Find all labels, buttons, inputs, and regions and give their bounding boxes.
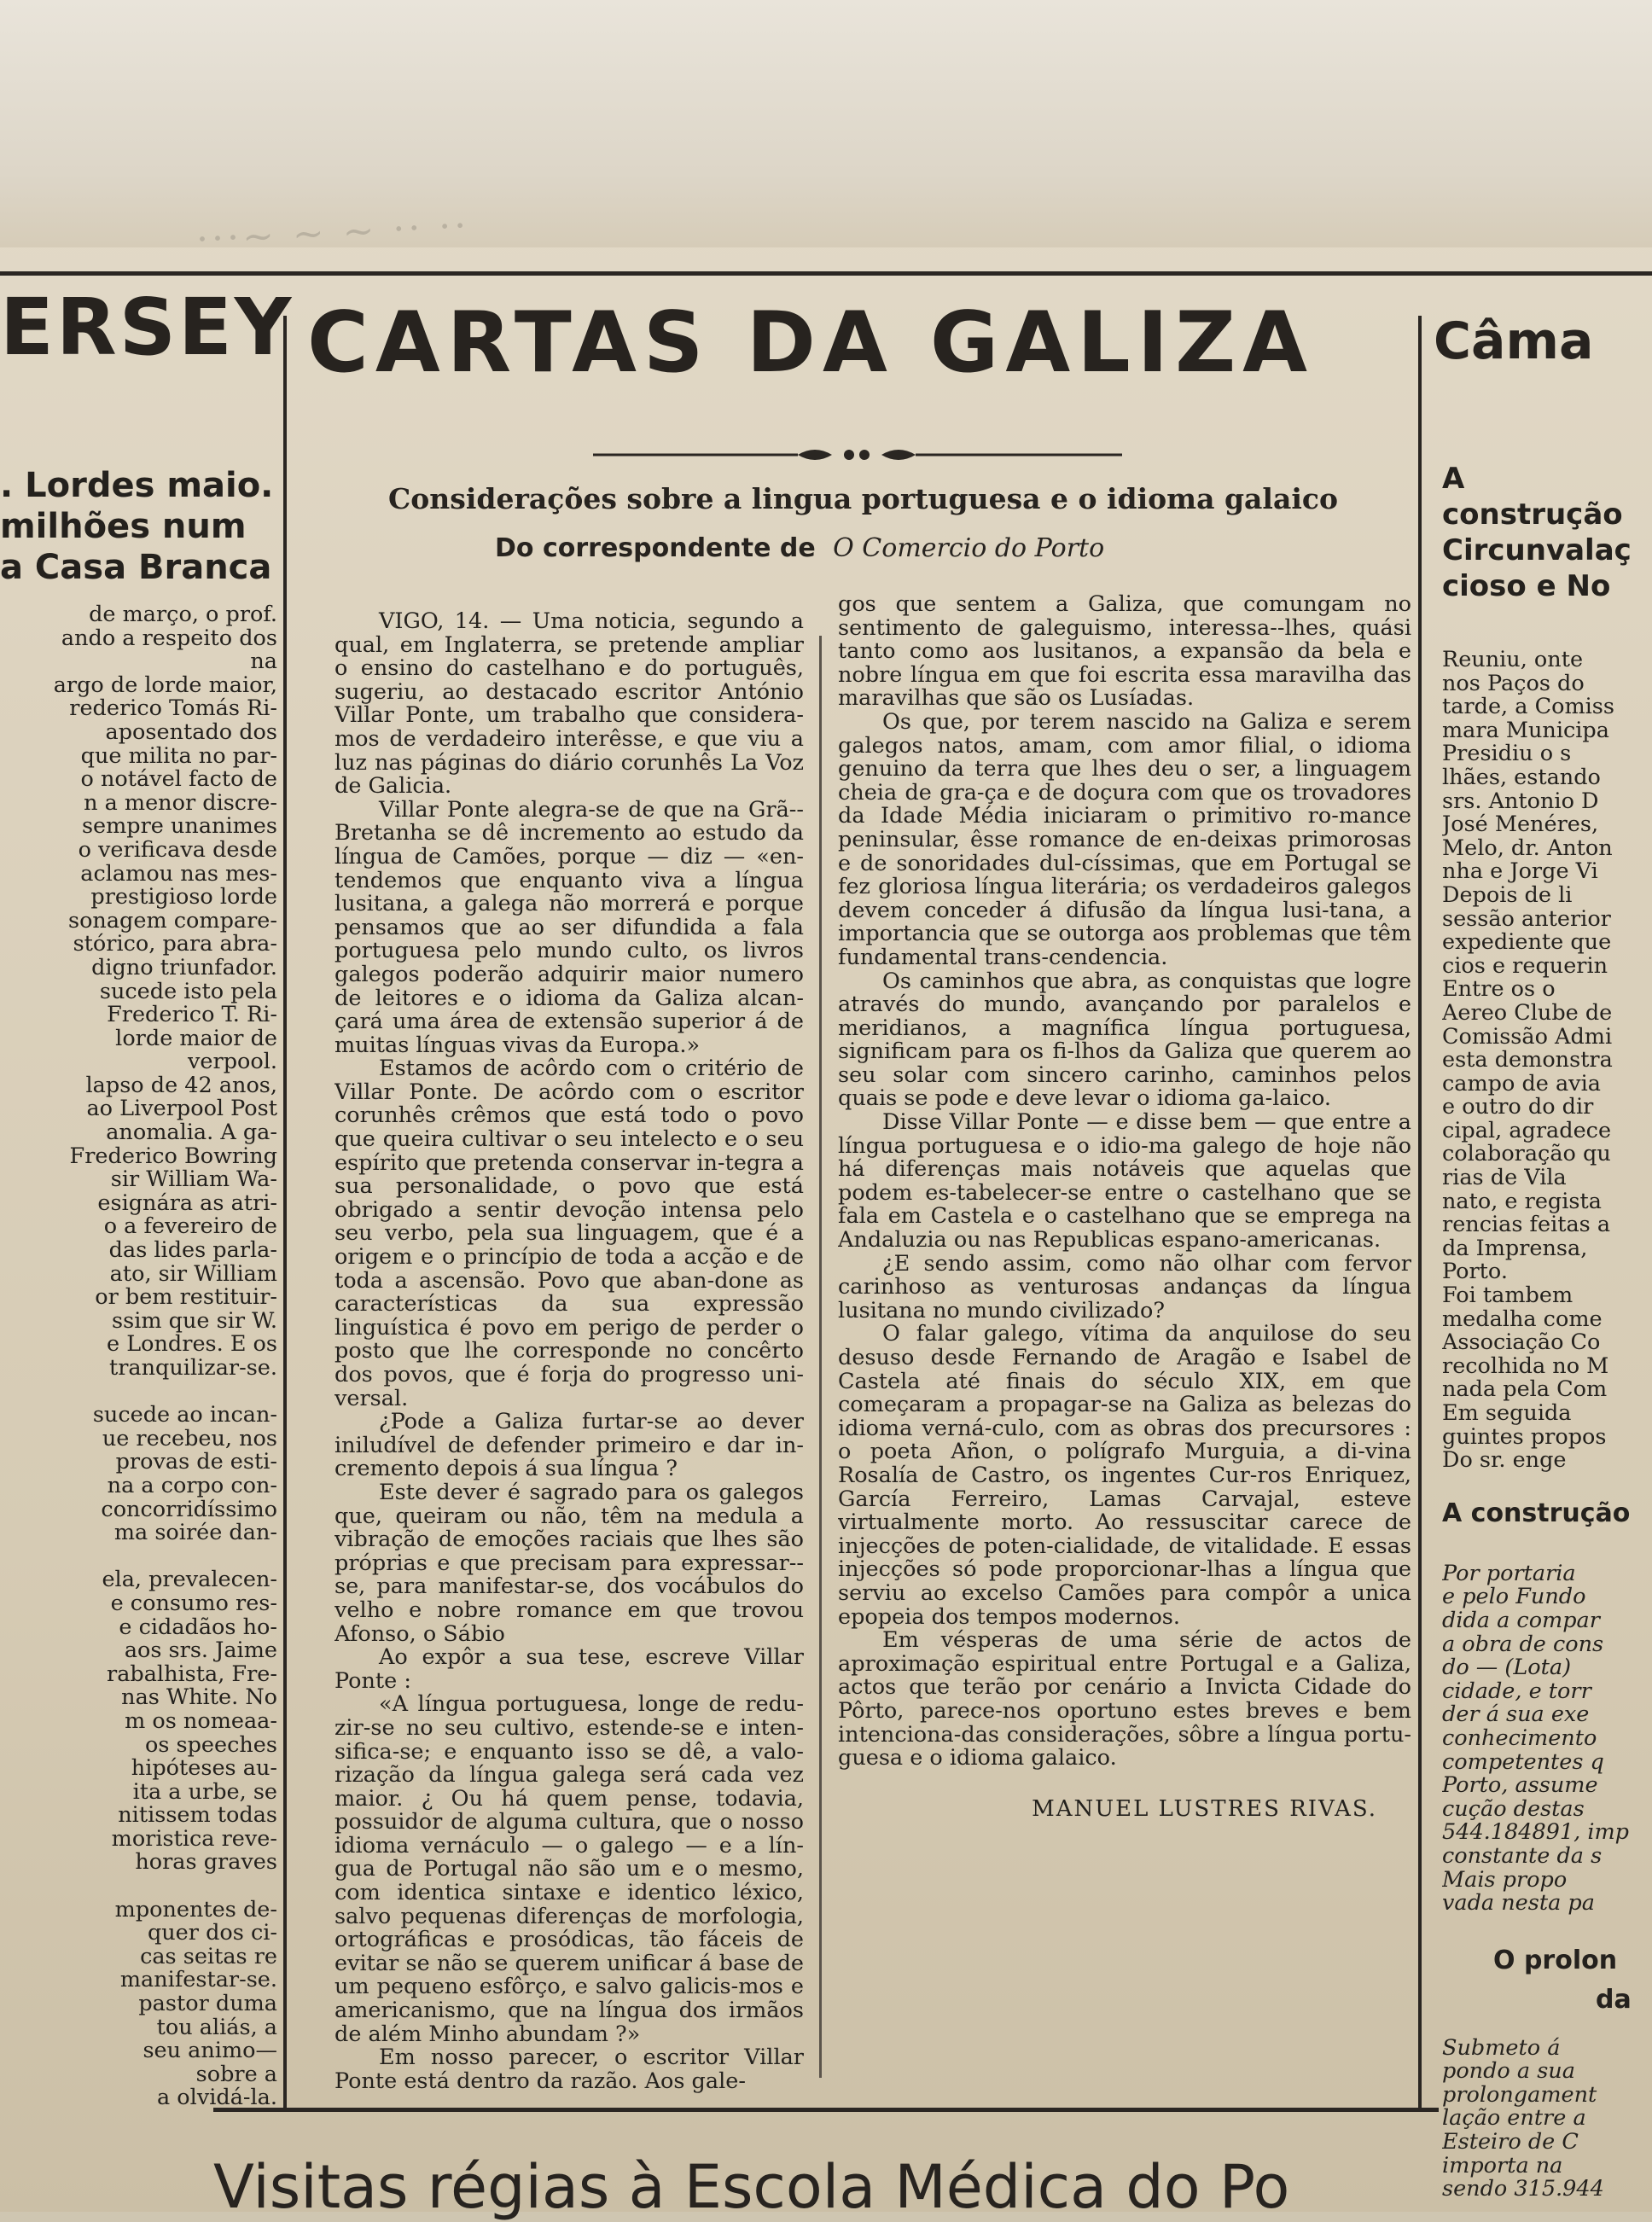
text-line: Mais propo — [1442, 1866, 1568, 1893]
article-bottom-rule — [213, 2108, 1439, 2112]
text-line: sir William Wa- — [110, 1166, 277, 1193]
text-line: lação entre a — [1442, 2105, 1586, 2132]
text-line: que milita no par- — [80, 742, 277, 769]
article-paragraph: Villar Ponte alegra-se de que na Grã--Bretanha se dê incremento ao estudo da língua de Camões, porque — diz — «en-tendemos que enquanto viva a língua lusitana, a galega não morrerá e porque pensamos que ao ser difundida a fala portuguesa pelo mundo culto, os livros galegos poderão adquirir maior numero de leitores e o idioma da Galiza alcan-çará uma área de extensão superior á de muitas línguas vivas da Europa.» — [334, 796, 804, 1058]
byline — [495, 533, 1104, 563]
text-line: do — (Lota) — [1442, 1655, 1572, 1681]
text-line: cidade, e torr — [1442, 1678, 1591, 1704]
left-heading-line: a Casa Branca — [0, 548, 272, 587]
right-heading-line: cioso e No — [1442, 569, 1611, 603]
article-paragraph: Ao expôr a sua tese, escreve Villar Ponte : — [334, 1644, 804, 1694]
right-column-text-2 — [1442, 1562, 1652, 1916]
text-line: nha e Jorge Vi — [1442, 858, 1598, 885]
top-rule — [0, 271, 1652, 276]
text-line: nada pela Com — [1442, 1376, 1608, 1403]
text-line: ssim que sir W. — [112, 1307, 277, 1334]
text-line: e pelo Fundo — [1442, 1584, 1586, 1610]
text-line: o notável facto de — [80, 766, 277, 793]
text-line: sonagem compare- — [67, 907, 277, 934]
text-line: cios e requerin — [1442, 952, 1608, 979]
text-line: Por portaria — [1442, 1560, 1576, 1586]
text-line: mara Municipa — [1442, 717, 1609, 743]
text-line: tranquilizar-se. — [108, 1355, 277, 1381]
article-paragraph: «A língua portuguesa, longe de redu-zir-se no seu cultivo, estende-se e inten-sifica-se; e enquanto isso se dê, a valo-rização da língua galega será cada vez maior. ¿ Ou há quem pense, todavia, possuidor de alguma cultura, que o nosso idioma vernáculo — o galego — e a lín-gua de Portugal não são um e o mesmo, com identica sintaxe e identico léxico, salvo pequenas diferenças de morfologia, ortográficas e prosódicas, tão fáceis de evitar se não se querem unificar á base de um pequeno esfôrço, e salvo galicis-mos e americanismo, que na língua dos irmãos de além Minho abundam ?» — [334, 1691, 804, 2047]
left-column-text — [0, 603, 277, 2110]
text-line: lorde maior de — [115, 1025, 277, 1051]
right-column — [1442, 461, 1652, 2212]
text-line: rias de Vila — [1442, 1165, 1567, 1191]
text-line: na a corpo con- — [107, 1472, 277, 1498]
text-line: sempre unanimes — [81, 813, 277, 840]
text-line: na — [250, 649, 277, 675]
text-line: sucede isto pela — [99, 978, 277, 1004]
text-line: Submeto á — [1442, 2034, 1561, 2061]
faded-stamp: ···~ ~ ~ ·· ·· — [195, 203, 471, 262]
article-paragraph: Estamos de acôrdo com o critério de Villar Ponte. De acôrdo com o escritor corunhês crêmos que está todo o povo que queira cultivar o seu intelecto e o seu espírito que pretenda conservar in-tegra a sua personalidade, o povo que está obrigado a sentir devoção intensa pelo seu verbo, pela sua linguagem, que é a origem e o princípio de toda a acção e de toda a ascensão. Povo que aban-done as características da sua expressão linguística é povo em perigo de perder o posto que lhe corresponde no concêrto dos povos, que é forja do progresso uni-versal. — [334, 1056, 804, 1411]
text-line: verpool. — [188, 1049, 277, 1075]
right-column-heading — [1442, 461, 1652, 604]
text-line: o verificava desde — [78, 836, 277, 863]
right-subheading-3 — [1493, 1941, 1652, 2020]
text-line: e cidadãos ho- — [119, 1614, 277, 1640]
text-line: argo de lorde maior, — [53, 672, 277, 698]
text-line: provas de esti- — [115, 1449, 277, 1475]
left-headline: ERSEY — [0, 282, 294, 373]
text-line: nitissem todas — [118, 1802, 277, 1829]
text-line: Porto. — [1442, 1259, 1508, 1285]
text-line: e outro do dir — [1442, 1094, 1594, 1120]
text-line: n a menor discre- — [84, 789, 277, 816]
text-line: prolongament — [1442, 2081, 1597, 2108]
left-column — [0, 465, 277, 2163]
text-line: ato, sir William — [109, 1260, 277, 1287]
text-line: nato, e regista — [1442, 1188, 1602, 1214]
text-line: ue recebeu, nos — [102, 1425, 277, 1451]
text-line: Associação Co — [1442, 1329, 1601, 1356]
text-line: quer dos ci- — [147, 1920, 277, 1946]
text-line: constante da s — [1442, 1842, 1603, 1869]
text-line — [0, 1875, 277, 1899]
ornament-divider — [593, 444, 1122, 466]
text-line: pondo a sua — [1442, 2058, 1575, 2085]
left-column-rule — [283, 316, 287, 2108]
text-line: pastor duma — [138, 1991, 277, 2017]
text-line: moristica reve- — [111, 1825, 277, 1852]
text-line: da Imprensa, — [1442, 1235, 1588, 1261]
text-line: recolhida no M — [1442, 1352, 1609, 1379]
text-line: nos Paços do — [1442, 670, 1585, 696]
right-heading-line: Circunvalaç — [1442, 533, 1632, 567]
text-line: Frederico T. Ri- — [107, 1002, 277, 1028]
text-line: José Menéres, — [1442, 811, 1599, 838]
article-column-1 — [334, 610, 804, 2103]
text-line: mponentes de- — [114, 1896, 277, 1922]
text-line: 544.184891, imp — [1442, 1819, 1629, 1846]
text-line: das lides parla- — [108, 1237, 277, 1264]
text-line: concorridíssimo — [101, 1496, 277, 1522]
text-line: esignára as atri- — [97, 1190, 277, 1216]
byline-paper: O Comercio do Porto — [833, 533, 1105, 563]
text-line: rencias feitas a — [1442, 1212, 1611, 1238]
text-line: ma soirée dan- — [113, 1520, 277, 1546]
text-line: esta demonstra — [1442, 1047, 1613, 1073]
right-subheading: A construção — [1442, 1498, 1631, 1528]
text-line: e Londres. E os — [107, 1331, 277, 1358]
article-paragraph: O falar galego, vítima da anquilose do seu desuso desde Fernando de Aragão e Isabel de Castela até finais do século XIX, em que começaram a propagar-se na Galiza as belezas do idioma verná-culo, com as obras dos precursores : o poeta Añon, o polígrafo Murguia, a di-vina Rosalía de Castro, os ingentes Cur-ros Enriquez, García Ferreiro, Lamas Carvajal, esteve virtualmente morto. Ao ressuscitar carece de injecções de poten-cialidade, de vitalidade. E essas injecções só pode proporcionar-lhas a língua que serviu ao excelso Camões para compôr a unica epopeia dos tempos modernos. — [838, 1321, 1411, 1630]
article-paragraph: Em nosso parecer, o escritor Villar Ponte está dentro da razão. Aos gale- — [334, 2045, 804, 2094]
article-paragraph: Disse Villar Ponte — e disse bem — que entre a língua portuguesa e o idio-ma galego de hoje não há diferenças mais notáveis que aquelas que podem es-tabelecer-se entre o castelhano que se fala em Castela e o castelhano que se emprega na Andaluzia ou nas Republicas espano-americanas. — [838, 1109, 1411, 1254]
text-line: sucede ao incan- — [92, 1402, 277, 1428]
text-line: guintes propos — [1442, 1423, 1607, 1450]
text-line: importa na — [1442, 2152, 1563, 2178]
article-paragraph: gos que sentem a Galiza, que comungam no sentimento de galeguismo, interessa--lhes, quási tanto como aos lusitanos, a expansão da bela e nobre língua em que foi escrita essa maravilha das maravilhas que são os Lusíadas. — [838, 593, 1411, 712]
text-line: ela, prevalecen- — [102, 1567, 277, 1593]
article-paragraph: VIGO, 14. — Uma noticia, segundo a qual, em Inglaterra, se pretende ampliar o ensino do castelhano e do português, sugeriu, ao destacado escritor António Villar Ponte, um trabalho que considera-mos de verdadeiro interêsse, e que viu a luz nas páginas do diário corunhês La Voz de Galicia. — [334, 610, 804, 800]
article-paragraph: ¿E sendo assim, como não olhar com fervor carinhoso as venturosas andanças da língua lusitana no mundo civilizado? — [838, 1250, 1411, 1323]
right-column-text-3 — [1442, 2034, 1652, 2202]
article-gutter-rule — [819, 636, 822, 2078]
article-paragraph: Os que, por terem nascido na Galiza e serem galegos natos, amam, com amor filial, o idioma genuino da terra que lhes deu o ser, a linguagem cheia de gra-ça e de doçura com que os trovadores da Idade Média iniciaram o primitivo ro-mance peninsular, êsse romance de en-deixas primorosas e de sonoridades dul-císsimas, que em Portugal se fez gloriosa língua literária; os verdadeiros galegos devem conceder á difusão da língua lusi-tana, a importancia que se outorga aos problemas que têm fundamental trans-cendencia. — [838, 708, 1411, 970]
text-line: ando a respeito dos — [61, 625, 277, 651]
text-line: de março, o prof. — [89, 602, 277, 627]
text-line: a obra de cons — [1442, 1631, 1604, 1657]
text-line: seu animo— — [143, 2038, 277, 2064]
text-line: medalha come — [1442, 1306, 1603, 1332]
right-heading3-line: O prolon — [1493, 1945, 1618, 1975]
text-line: horas graves — [135, 1849, 277, 1876]
text-line: Reuniu, onte — [1442, 647, 1584, 672]
text-line: a olvidá-la. — [157, 2085, 277, 2111]
text-line: cipal, agradece — [1442, 1117, 1612, 1143]
text-line: rabalhista, Fre- — [107, 1661, 277, 1687]
article-column-2 — [838, 593, 1411, 2078]
text-line: hipóteses au- — [131, 1755, 277, 1782]
text-line: e consumo res- — [110, 1590, 277, 1616]
text-line: campo de avia — [1442, 1070, 1601, 1096]
text-line: lapso de 42 anos, — [85, 1072, 277, 1098]
text-line: prestigioso lorde — [90, 884, 277, 910]
text-line: competentes q — [1442, 1748, 1604, 1775]
text-line: Presidiu o s — [1442, 741, 1572, 767]
article-paragraph: Este dever é sagrado para os galegos que, queiram ou não, têm na medula a vibração de emoções raciais que lhes são próprias e que precisam para expressar--se, para manifestar-se, dos vocábulos do velho e nobre romance em que trovou Afonso, o Sábio — [334, 1479, 804, 1647]
text-line: aposentado dos — [105, 718, 277, 745]
text-line: der á sua exe — [1442, 1701, 1590, 1728]
text-line: nas White. No — [121, 1684, 277, 1711]
text-line: tarde, a Comiss — [1442, 694, 1614, 720]
right-heading3-line: da — [1596, 1984, 1632, 2015]
text-line: ao Liverpool Post — [86, 1096, 277, 1122]
article-paragraph: Em vésperas de uma série de actos de aproximação espiritual entre Portugal e a Galiza, actos que terão por cenário a Invicta Cidade do Pôrto, parece-nos oportuno estes breves e bem intenciona-das considerações, sôbre a língua portu-guesa e o idioma galaico. — [838, 1627, 1411, 1771]
article-headline: CARTAS DA GALIZA — [307, 294, 1315, 392]
text-line: tou aliás, a — [156, 2014, 277, 2040]
text-line — [0, 1545, 277, 1569]
article-paragraph: ¿Pode a Galiza furtar-se ao dever iniludível de defender primeiro e dar in-cremento depois á sua língua ? — [334, 1409, 804, 1482]
text-line: o a fevereiro de — [103, 1213, 277, 1240]
text-line: Comissão Admi — [1442, 1023, 1613, 1050]
right-column-text — [1442, 649, 1652, 1473]
byline-prefix: Do correspondente de — [495, 533, 816, 563]
text-line: sobre a — [195, 2061, 277, 2087]
text-line: Entre os o — [1442, 976, 1556, 1003]
text-line: cas seitas re — [140, 1943, 277, 1969]
page-top-margin — [0, 0, 1652, 247]
article-subtitle: Considerações sobre a lingua portuguesa e o idioma galaico — [388, 482, 1338, 515]
text-line: sendo 315.944 — [1442, 2176, 1604, 2202]
text-line: Melo, dr. Anton — [1442, 835, 1613, 861]
text-line: or bem restituir- — [95, 1284, 277, 1311]
text-line: Porto, assume — [1442, 1772, 1598, 1799]
left-heading-line: milhões num — [0, 507, 247, 546]
right-heading-line: A construção — [1442, 462, 1623, 532]
text-line: conhecimento — [1442, 1725, 1597, 1751]
text-line: expediente que — [1442, 929, 1612, 956]
text-line: Aereo Clube de — [1442, 999, 1613, 1026]
text-line: Esteiro de C — [1442, 2129, 1579, 2155]
text-line: vada nesta pa — [1442, 1890, 1595, 1917]
text-line: cução destas — [1442, 1795, 1585, 1822]
text-line: dida a compar — [1442, 1607, 1600, 1633]
bottom-headline: Visitas régias à Escola Médica do Po — [213, 2152, 1290, 2222]
right-headline: Câma — [1434, 311, 1594, 371]
text-line: Em seguida — [1442, 1400, 1572, 1426]
text-line: stórico, para abra- — [73, 931, 277, 957]
text-line: ita a urbe, se — [132, 1778, 277, 1805]
text-line: Depois de li — [1442, 881, 1573, 908]
text-line: rederico Tomás Ri- — [69, 695, 277, 722]
left-heading-line: . Lordes maio. — [0, 466, 274, 505]
text-line: anomalia. A ga- — [106, 1120, 277, 1146]
text-line: srs. Antonio D — [1442, 788, 1599, 814]
left-column-heading — [0, 465, 277, 588]
right-column-rule — [1418, 316, 1422, 2108]
text-line: colaboração qu — [1442, 1141, 1611, 1167]
text-line: lhães, estando — [1442, 764, 1601, 790]
text-line — [0, 1381, 277, 1405]
text-line: digno triunfador. — [91, 954, 277, 980]
text-line: aclamou nas mes- — [80, 860, 277, 887]
text-line: manifestar-se. — [119, 1967, 277, 1993]
text-line: Frederico Bowring — [69, 1143, 277, 1169]
text-line: Do sr. enge — [1442, 1447, 1567, 1474]
text-line: aos srs. Jaime — [124, 1637, 277, 1664]
text-line: os speeches — [144, 1731, 277, 1758]
text-line: sessão anterior — [1442, 905, 1611, 932]
text-line: m os nomeaa- — [125, 1707, 277, 1734]
signature: MANUEL LUSTRES RIVAS. — [1032, 1795, 1377, 1822]
text-line: Foi tambem — [1442, 1283, 1573, 1309]
article-paragraph: Os caminhos que abra, as conquistas que logre através do mundo, avançando por paralelos e meridianos, a magnífica língua portuguesa, significam para os fi-lhos da Galiza que querem ao seu solar com sincero carinho, caminhos pelos quais se pode e deve levar o idioma ga-laico. — [838, 968, 1411, 1112]
